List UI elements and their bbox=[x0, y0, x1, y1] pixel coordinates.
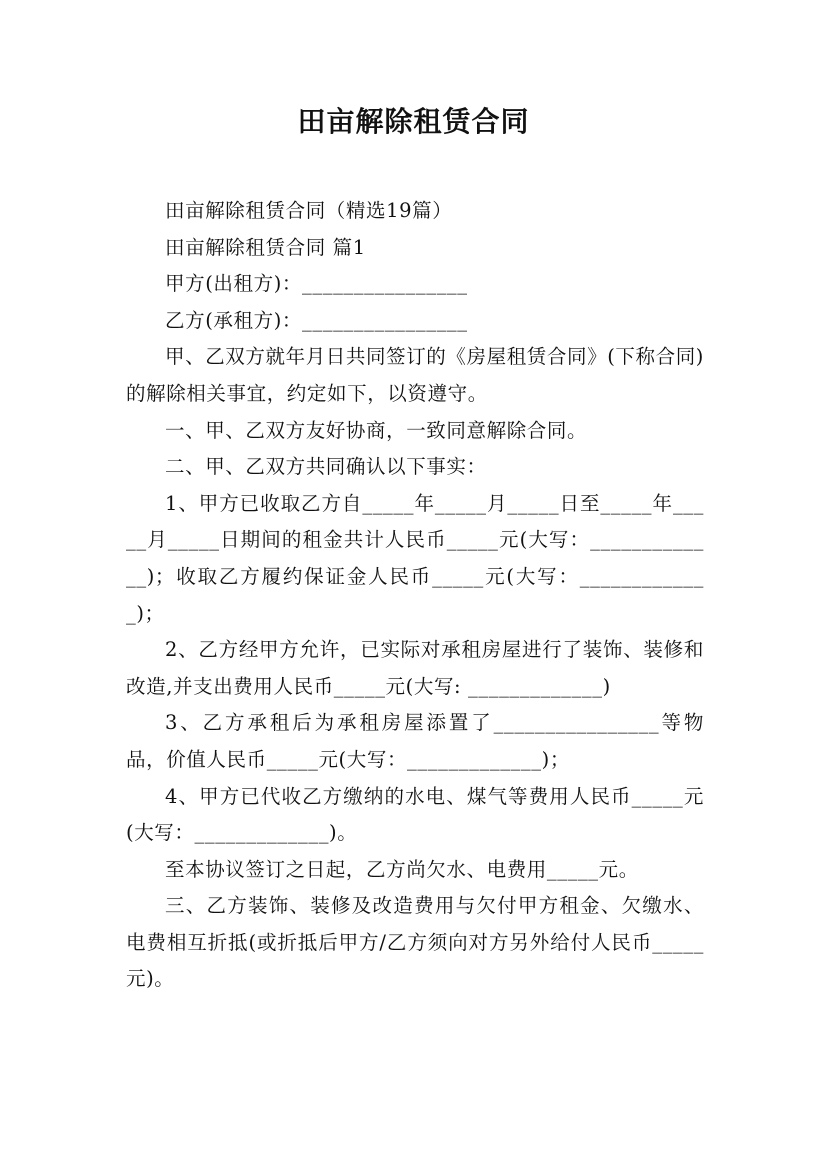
paragraph-subtitle: 田亩解除租赁合同（精选19篇） bbox=[165, 199, 453, 222]
paragraph-clause-2: 二、甲、乙双方共同确认以下事实： bbox=[165, 455, 487, 479]
paragraph-section-heading: 田亩解除租赁合同 篇1 bbox=[165, 235, 366, 259]
paragraph-clause-1: 一、甲、乙双方友好协商，一致同意解除合同。 bbox=[165, 418, 588, 442]
paragraph-preamble: 甲、乙双方就年月日共同签订的《房屋租赁合同》(下称合同)的解除相关事宜，约定如下，以资遵守。 bbox=[126, 345, 705, 405]
document-body bbox=[126, 193, 704, 998]
paragraph-arrears: 至本协议签订之日起，乙方尚欠水、电费用_____元。 bbox=[165, 857, 639, 881]
document-title: 田亩解除租赁合同 bbox=[297, 105, 530, 138]
paragraph-party-b: 乙方(承租方)：________________ bbox=[165, 308, 468, 332]
paragraph-fact-4: 4、甲方已代收乙方缴纳的水电、煤气等费用人民币_____元(大写：_____________)。 bbox=[126, 784, 704, 845]
paragraph-fact-1: 1、甲方已收取乙方自_____年_____月_____日至_____年_____月_____日期间的租金共计人民币_____元(大写：_____________)；收取乙方履约保证金人民币_____元(大写：_____________)； bbox=[126, 491, 704, 625]
paragraph-fact-2: 2、乙方经甲方允许，已实际对承租房屋进行了装饰、装修和改造,并支出费用人民币_____元(大写: _____________) bbox=[126, 638, 704, 698]
paragraph-party-a: 甲方(出租方)：________________ bbox=[165, 272, 468, 296]
paragraph-fact-3: 3、乙方承租后为承租房屋添置了________________等物品，价值人民币_____元(大写：_____________)； bbox=[126, 711, 704, 771]
paragraph-clause-3: 三、乙方装饰、装修及改造费用与欠付甲方租金、欠缴水、电费相互折抵(或折抵后甲方/乙方须向对方另外给付人民币_____元)。 bbox=[126, 894, 704, 991]
